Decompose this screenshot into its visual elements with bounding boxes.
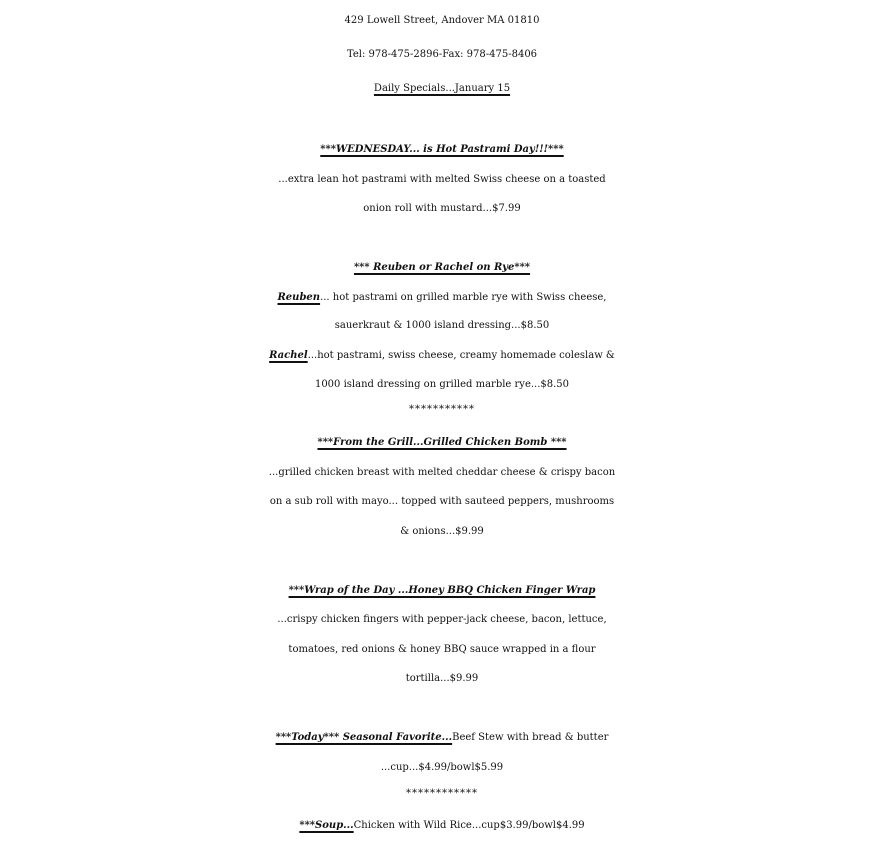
wrap-desc-line3: tortilla...$9.99 [405,673,479,684]
grill-desc-line3: & onions...$9.99 [400,526,484,537]
pastrami-day-desc-line1: ...extra lean hot pastrami with melted Swiss cheese on a toasted [278,174,606,185]
reuben-name: Reuben [277,292,321,303]
rachel-desc-text: ...hot pastrami, swiss cheese, creamy homemade coleslaw & [307,350,615,361]
pastrami-day-heading-text: ***WEDNESDAY... is Hot Pastrami Day!!!*** [320,144,564,155]
restaurant-phone-fax: Tel: 978-475-2896-Fax: 978-475-8406 [346,49,538,60]
pastrami-day-desc-line2: onion roll with mustard...$7.99 [363,203,521,214]
reuben-desc-line2: sauerkraut & 1000 island dressing...$8.50 [334,320,550,331]
rachel-desc-line1 [0,341,884,371]
soup-desc: Chicken with Wild Rice...cup$3.99/bowl$4.99 [353,820,585,831]
wrap-heading-text: ***Wrap of the Day ...Honey BBQ Chicken Finger Wrap [288,585,596,596]
seasonal-line1 [0,723,884,753]
seasonal-desc-text: Beef Stew with bread & butter [452,732,609,743]
wrap-desc-line1: ...crispy chicken fingers with pepper-jack cheese, bacon, lettuce, [277,614,607,625]
soup-line [0,811,884,841]
reuben-rachel-heading [0,253,884,283]
grill-heading-text: ***From the Grill...Grilled Chicken Bomb *** [317,437,567,448]
daily-specials-title [0,74,884,104]
pastrami-day-heading [0,135,884,165]
grill-desc-line1: ...grilled chicken breast with melted cheddar cheese & crispy bacon [268,467,616,478]
rachel-name: Rachel [269,350,308,361]
reuben-desc-line1 [0,283,884,313]
restaurant-address: 429 Lowell Street, Andover MA 01810 [344,15,540,26]
seasonal-heading: ***Today*** Seasonal Favorite... [275,732,453,743]
wrap-heading [0,576,884,606]
grill-desc-line2: on a sub roll with mayo... topped with sauteed peppers, mushrooms [269,496,615,507]
section-separator: ************ [406,788,478,799]
soup-heading: ***Soup... [299,820,354,831]
rachel-desc-line2: 1000 island dressing on grilled marble rye...$8.50 [314,379,570,390]
reuben-rachel-heading-text: *** Reuben or Rachel on Rye*** [353,262,531,273]
seasonal-line2: ...cup...$4.99/bowl$5.99 [380,762,504,773]
reuben-desc-text: ... hot pastrami on grilled marble rye with Swiss cheese, [320,292,607,303]
wrap-desc-line2: tomatoes, red onions & honey BBQ sauce wrapped in a flour [288,644,596,655]
daily-specials-title-text: Daily Specials...January 15 [373,83,511,94]
grill-heading [0,428,884,458]
section-separator: *********** [409,404,475,415]
